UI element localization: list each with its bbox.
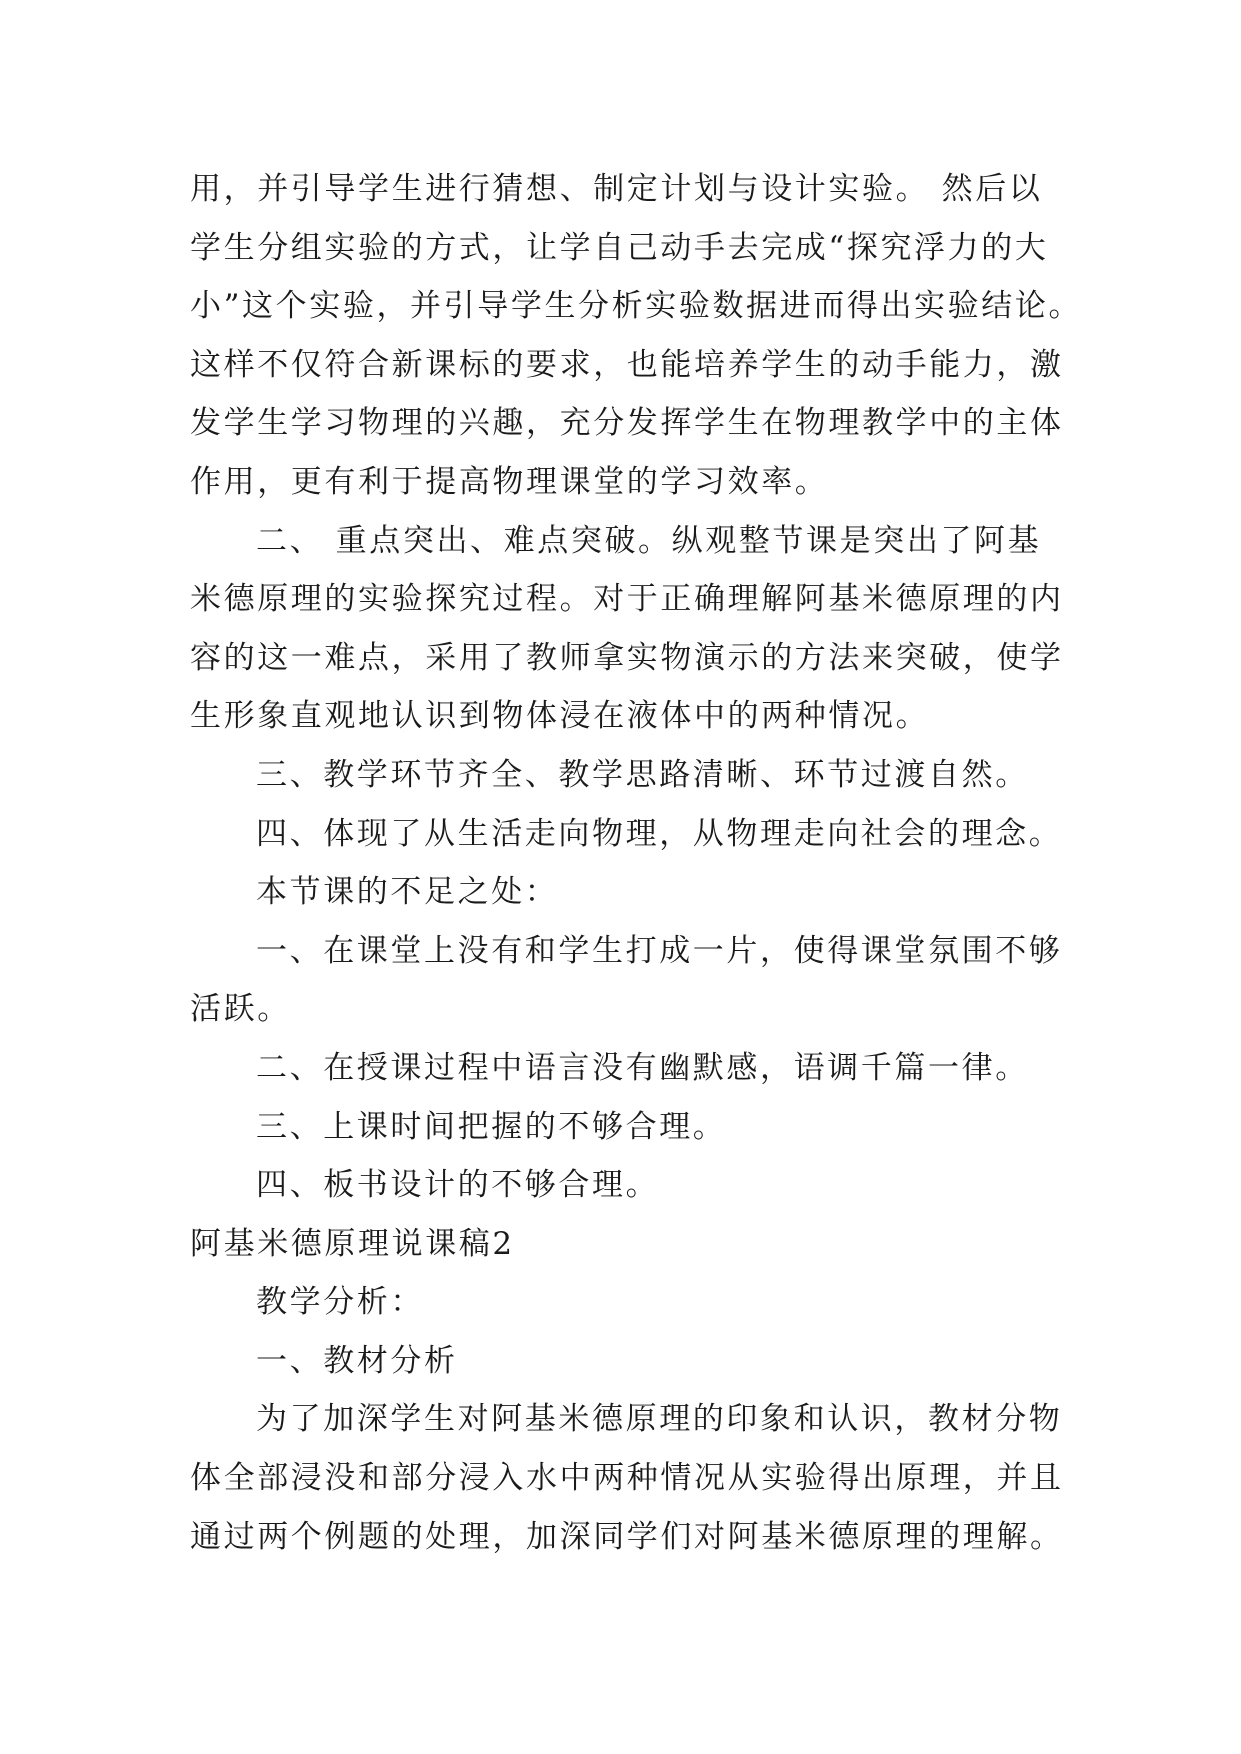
document-body — [190, 160, 1083, 1566]
section-title: 阿基米德原理说课稿2 — [190, 1225, 515, 1262]
text-line: 活跃。 — [190, 991, 291, 1028]
text-line: 一、教材分析 — [256, 1342, 458, 1379]
text-line: 发学生学习物理的兴趣，充分发挥学生在物理教学中的主体 — [190, 405, 1064, 442]
text-line: 小”这个实验，并引导学生分析实验数据进而得出实验结论。 — [190, 288, 1083, 325]
text-line: 容的这一难点，采用了教师拿实物演示的方法来突破，使学 — [190, 639, 1064, 676]
text-line: 三、教学环节齐全、教学思路清晰、环节过渡自然。 — [256, 756, 1029, 793]
text-line: 用，并引导学生进行猜想、制定计划与设计实验。 然后以 — [190, 171, 1043, 207]
text-line: 作用，更有利于提高物理课堂的学习效率。 — [190, 463, 829, 500]
text-line: 二、在授课过程中语言没有幽默感，语调千篇一律。 — [256, 1049, 1029, 1086]
text-line: 通过两个例题的处理，加深同学们对阿基米德原理的理解。 — [190, 1518, 1064, 1555]
text-line: 米德原理的实验探究过程。对于正确理解阿基米德原理的内 — [190, 581, 1064, 618]
text-line: 学生分组实验的方式，让学自己动手去完成“探究浮力的大 — [190, 229, 1049, 266]
text-line: 生形象直观地认识到物体浸在液体中的两种情况。 — [190, 698, 930, 735]
text-line: 这样不仅符合新课标的要求，也能培养学生的动手能力，激 — [190, 346, 1064, 383]
text-line: 教学分析： — [256, 1284, 424, 1321]
text-line: 四、板书设计的不够合理。 — [256, 1167, 660, 1204]
text-line: 为了加深学生对阿基米德原理的印象和认识，教材分物 — [256, 1401, 1063, 1438]
text-line: 四、体现了从生活走向物理，从物理走向社会的理念。 — [256, 815, 1063, 852]
text-line: 体全部浸没和部分浸入水中两种情况从实验得出原理，并且 — [190, 1460, 1064, 1497]
text-line: 三、上课时间把握的不够合理。 — [256, 1108, 727, 1145]
text-line: 二、 重点突出、难点突破。纵观整节课是突出了阿基 — [256, 522, 1042, 559]
text-line: 本节课的不足之处： — [256, 874, 559, 911]
text-line: 一、在课堂上没有和学生打成一片，使得课堂氛围不够 — [256, 932, 1063, 969]
